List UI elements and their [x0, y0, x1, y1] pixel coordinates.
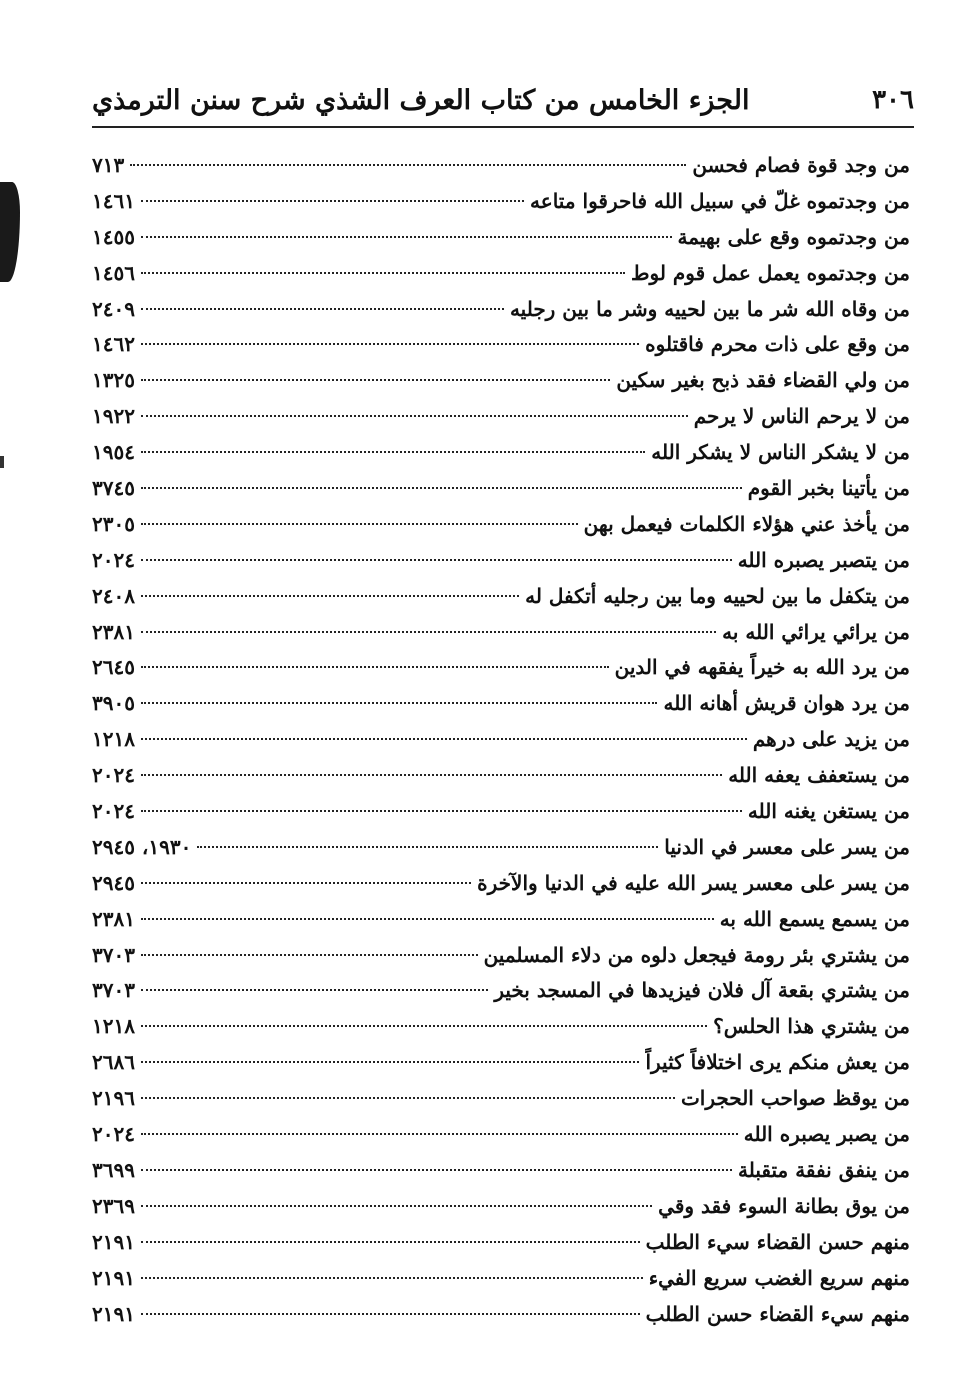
- entry-reference-numbers: ٣٧٠٣: [92, 942, 135, 967]
- entry-text: من يرد هوان قريش أهانه الله: [663, 691, 910, 716]
- dot-leader: [141, 200, 524, 202]
- entry-reference-numbers: ٣٩٠٥: [92, 691, 135, 716]
- entry-text: من وجد قوة فصام فحسن: [692, 153, 910, 177]
- entry-reference-numbers: ٢١٩٦: [92, 1086, 135, 1111]
- dot-leader: [141, 343, 639, 345]
- entry-reference-numbers: ٢٦٤٥: [92, 655, 135, 680]
- index-entry: [92, 938, 910, 974]
- entry-reference-numbers: ٣٧٤٥: [92, 476, 135, 501]
- index-entry: [92, 1009, 910, 1045]
- entry-text: من يستعفف يعفه الله: [728, 763, 910, 788]
- index-entry: [92, 148, 910, 184]
- entry-reference-numbers: ٢١٩١: [92, 1265, 135, 1290]
- dot-leader: [141, 1205, 652, 1207]
- index-entry: [92, 758, 910, 794]
- dot-leader: [141, 1061, 639, 1063]
- dot-leader: [141, 631, 716, 633]
- dot-leader: [141, 415, 688, 417]
- index-entry: [92, 650, 910, 686]
- entry-reference-numbers: ٢١٩١: [92, 1301, 135, 1326]
- entry-reference-numbers: ١٩٣٠، ٢٩٤٥: [92, 834, 192, 859]
- entry-reference-numbers: ٧١٣: [92, 153, 125, 177]
- entry-text: من يشتري بئر رومة فيجعل دلوه من دلاء المسلمين: [483, 942, 910, 967]
- entry-text: من وجدتموه وقع على بهيمة: [677, 224, 910, 249]
- entry-text: من يأخذ عني هؤلاء الكلمات فيعمل بهن: [583, 511, 910, 536]
- entry-reference-numbers: ١٣٢٥: [92, 368, 135, 393]
- dot-leader: [141, 451, 645, 453]
- dot-leader: [141, 1313, 640, 1315]
- entry-reference-numbers: ٢٦٨٦: [92, 1050, 135, 1075]
- entry-text: من ولي القضاء فقد ذبح بغير سكين: [616, 368, 910, 393]
- dot-leader: [141, 595, 519, 597]
- index-entry: [92, 399, 910, 435]
- entry-reference-numbers: ٢٣٦٩: [92, 1193, 135, 1218]
- entry-reference-numbers: ٢٩٤٥: [92, 870, 135, 895]
- dot-leader: [141, 1133, 738, 1135]
- dot-leader: [141, 1277, 643, 1279]
- dot-leader: [141, 666, 609, 668]
- dot-leader: [141, 559, 732, 561]
- entry-reference-numbers: ٢٣٨١: [92, 619, 135, 644]
- entry-reference-numbers: ١٢١٨: [92, 1014, 135, 1039]
- index-entry: [92, 1297, 910, 1333]
- entry-text: من يرد الله به خيراً يفقهه في الدين: [614, 655, 910, 680]
- page-number: ٣٠٦: [872, 85, 914, 115]
- dot-leader: [141, 1025, 707, 1027]
- index-entry: [92, 327, 910, 363]
- entry-text: من يتصبر يصبره الله: [737, 547, 910, 572]
- index-entry: [92, 363, 910, 399]
- index-entry: [92, 1225, 910, 1261]
- entry-reference-numbers: ٢١٩١: [92, 1229, 135, 1254]
- entry-text: من لا يشكر الناس لا يشكر الله: [651, 440, 910, 465]
- index-entry: [92, 579, 910, 615]
- entry-text: من يسمع يسمع الله به: [719, 906, 910, 931]
- index-entry: [92, 220, 910, 256]
- entry-reference-numbers: ١٩٢٢: [92, 404, 135, 429]
- index-entry: [92, 184, 910, 220]
- entry-text: من ينفق نفقة متقبلة: [738, 1157, 910, 1182]
- entry-text: من وجدتموه يعمل عمل قوم لوط: [631, 260, 910, 285]
- index-entry: [92, 543, 910, 579]
- dot-leader: [141, 918, 714, 920]
- entry-reference-numbers: ١٢١٨: [92, 727, 135, 752]
- entry-reference-numbers: ١٤٥٥: [92, 224, 135, 249]
- entry-text: من يصبر يصبره الله: [743, 1122, 910, 1147]
- index-entry: [92, 292, 910, 328]
- entry-text: من يزيد على درهم: [752, 727, 910, 752]
- entry-reference-numbers: ١٩٥٤: [92, 440, 135, 465]
- entry-text: من يتكفل ما بين لحييه وما بين رجليه أتكفل له: [525, 583, 910, 608]
- entry-reference-numbers: ٣٦٩٩: [92, 1157, 135, 1182]
- entry-reference-numbers: ٢٠٢٤: [92, 763, 135, 788]
- dot-leader: [141, 954, 478, 956]
- entry-reference-numbers: ٣٧٠٣: [92, 978, 135, 1003]
- dot-leader: [141, 523, 578, 525]
- dot-leader: [141, 1241, 640, 1243]
- dot-leader: [141, 308, 504, 310]
- entry-reference-numbers: ٢٠٢٤: [92, 799, 135, 824]
- entry-text: من يوقظ صواحب الحجرات: [680, 1086, 910, 1111]
- index-entry: [92, 615, 910, 651]
- entry-text: من وجدتموه غلّ في سبيل الله فاحرقوا متاعه: [530, 188, 910, 213]
- entry-text: من وقاه الله شر ما بين لحييه وشر ما بين رجليه: [509, 296, 910, 321]
- dot-leader: [141, 810, 742, 812]
- dot-leader: [141, 738, 747, 740]
- index-entry: [92, 722, 910, 758]
- entry-reference-numbers: ٢٠٢٤: [92, 547, 135, 572]
- scan-edge-mark: [0, 182, 20, 282]
- index-entry: [92, 256, 910, 292]
- entry-text: من يشتري بقعة آل فلان فيزيدها في المسجد بخير: [494, 978, 910, 1003]
- index-entry: [92, 973, 910, 1009]
- entry-text: من يوق بطانة السوء فقد وقي: [658, 1193, 910, 1218]
- dot-leader: [141, 1169, 732, 1171]
- index-entry: [92, 507, 910, 543]
- entry-reference-numbers: ٢٠٢٤: [92, 1122, 135, 1147]
- entry-reference-numbers: ١٤٥٦: [92, 260, 135, 285]
- entry-text: من وقع على ذات محرم فاقتلوه: [645, 332, 910, 357]
- dot-leader: [141, 1097, 675, 1099]
- entry-text: من يسر على معسر يسر الله عليه في الدنيا والآخرة: [477, 870, 910, 895]
- index-entry: [92, 1117, 910, 1153]
- index-entry: [92, 1045, 910, 1081]
- index-entry: [92, 1153, 910, 1189]
- entry-text: من يأتينا بخبر القوم: [747, 476, 910, 501]
- entry-reference-numbers: ٢٣٨١: [92, 906, 135, 931]
- index-entry: [92, 830, 910, 866]
- scan-edge-dot: [0, 456, 4, 468]
- entry-text: منهم سريع الغضب سريع الفيء: [648, 1265, 910, 1290]
- entry-reference-numbers: ١٤٦٢: [92, 332, 135, 357]
- index-entry: [92, 1081, 910, 1117]
- running-title: الجزء الخامس من كتاب العرف الشذي شرح سنن الترمذي: [92, 84, 750, 116]
- index-entry: [92, 1189, 910, 1225]
- page-header: [92, 78, 914, 122]
- index-entry: [92, 1261, 910, 1297]
- index-entry: [92, 435, 910, 471]
- entry-reference-numbers: ٢٤٠٨: [92, 583, 135, 608]
- entry-text: من لا يرحم الناس لا يرحم: [693, 404, 910, 429]
- entry-text: من يستغن يغنه الله: [747, 799, 910, 824]
- dot-leader: [141, 487, 742, 489]
- entry-reference-numbers: ٢٣٠٥: [92, 511, 135, 536]
- entry-text: من يعش منكم يرى اختلافاً كثيراً: [645, 1050, 910, 1075]
- index-entry: [92, 866, 910, 902]
- dot-leader: [130, 164, 686, 166]
- dot-leader: [141, 379, 610, 381]
- dot-leader: [141, 272, 625, 274]
- entry-text: منهم حسن القضاء سيء الطلب: [645, 1229, 910, 1254]
- dot-leader: [141, 882, 471, 884]
- dot-leader: [141, 774, 722, 776]
- entry-reference-numbers: ٢٤٠٩: [92, 296, 135, 321]
- dot-leader: [141, 236, 672, 238]
- entry-text: منهم سيء القضاء حسن الطلب: [645, 1301, 910, 1326]
- index-entry: [92, 794, 910, 830]
- index-entry: [92, 686, 910, 722]
- entry-text: من يرائي يرائي الله به: [722, 619, 910, 644]
- entry-text: من يسر على معسر في الدنيا: [664, 834, 910, 859]
- dot-leader: [141, 702, 658, 704]
- index-entry: [92, 471, 910, 507]
- index-entry: [92, 902, 910, 938]
- index-list: [92, 148, 910, 1332]
- entry-reference-numbers: ١٤٦١: [92, 188, 135, 213]
- dot-leader: [141, 989, 488, 991]
- dot-leader: [197, 846, 658, 848]
- entry-text: من يشتري هذا الحلس؟: [713, 1014, 910, 1039]
- header-rule: [92, 126, 914, 128]
